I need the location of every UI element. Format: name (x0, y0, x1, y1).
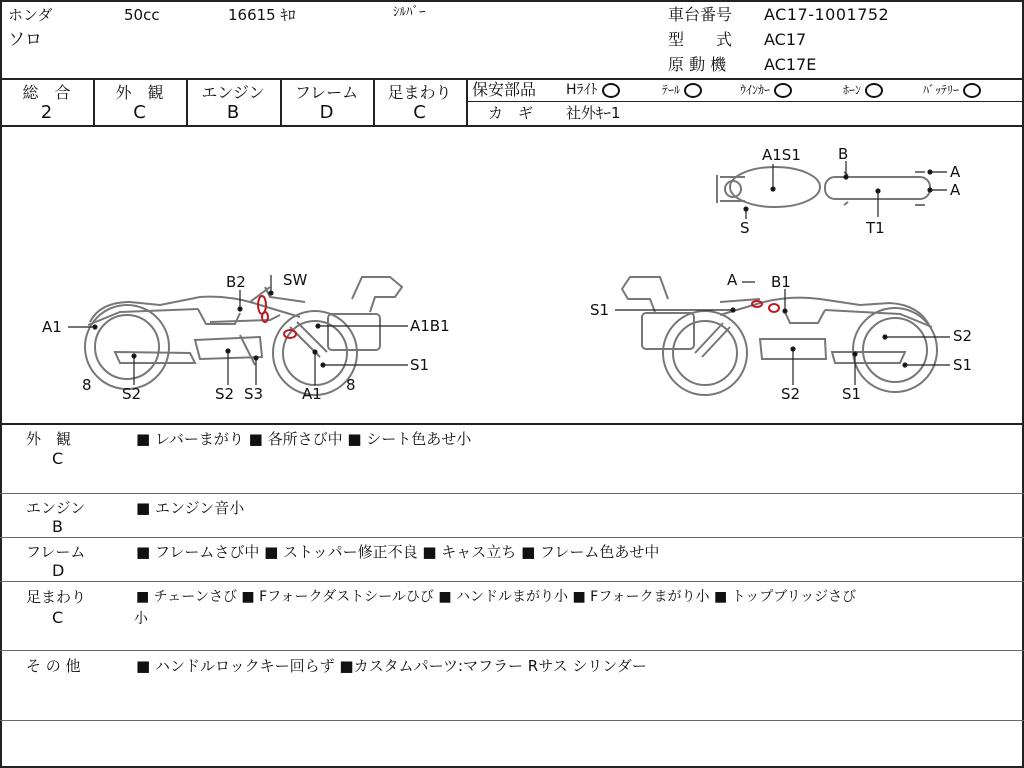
diagram-label: A1 (42, 318, 62, 336)
diagram-label: B1 (771, 273, 791, 291)
diagram-label: A1B1 (410, 317, 450, 335)
diagram-label: S1 (410, 356, 430, 374)
ok-circle-icon (602, 83, 620, 98)
safety-divider (466, 101, 1024, 102)
model-name: ソロ (8, 30, 42, 50)
section-suspension-text-cont: 小 (134, 611, 148, 627)
section-line (0, 650, 1024, 651)
section-other-text: ■ ハンドルロックキー回らず ■カスタムパーツ:マフラー Rサス シリンダー (136, 657, 647, 675)
grade-total-label: 総 合 (22, 83, 71, 102)
diagram-label: S1 (842, 385, 862, 403)
top-view-bike-drawing (717, 167, 930, 207)
diagram-label: SW (283, 271, 308, 289)
diagram-label: A1S1 (762, 146, 801, 164)
diagram-label: S2 (953, 327, 973, 345)
safety-winker: ｳｲﾝｶｰ (740, 81, 792, 99)
displacement: 50cc (124, 6, 160, 24)
section-suspension-text: ■ チェーンさび ■ Fフォークダストシールひび ■ ハンドルまがり小 ■ Fフォークまがり小 ■ トップブリッジさび (136, 589, 857, 605)
key-value: 社外ｷｰ1 (566, 104, 621, 122)
section-exterior-title: 外 観 (26, 430, 72, 448)
motorcycle-diagram (0, 127, 1024, 424)
diagram-label: S1 (590, 301, 610, 319)
diagram-label: 8 (346, 376, 356, 394)
key-label: カ ギ (488, 104, 534, 122)
grade-exterior-label: 外 観 (115, 83, 164, 102)
grade-frame-value: D (319, 102, 334, 123)
maker: ホンダ (8, 6, 53, 24)
grade-engine-value: B (226, 102, 240, 123)
grade-total-value: 2 (40, 102, 53, 123)
safety-headlight: Hﾗｲﾄ (566, 81, 620, 99)
type-value: AC17 (764, 30, 807, 49)
section-line (0, 581, 1024, 582)
diagram-label: S (740, 219, 750, 237)
section-suspension-title: 足まわり (26, 588, 87, 606)
diagram-label: B (838, 145, 849, 163)
diagram-label: A (950, 181, 961, 199)
ok-circle-icon (774, 83, 792, 98)
section-line (0, 720, 1024, 721)
grade-frame-label: フレーム (294, 83, 359, 102)
frame-no: AC17-1001752 (764, 5, 890, 24)
diagram-label: S2 (122, 385, 142, 403)
grade-divider (466, 78, 468, 126)
section-engine-grade: B (52, 517, 63, 536)
section-line (0, 537, 1024, 538)
safety-tail: ﾃｰﾙ (662, 81, 702, 99)
safety-label: 保安部品 (472, 80, 537, 99)
diagram-label: B2 (226, 273, 246, 291)
section-suspension-grade: C (52, 608, 64, 627)
ok-circle-icon (684, 83, 702, 98)
type-label: 型 式 (668, 30, 733, 49)
section-frame-grade: D (52, 561, 65, 580)
grade-suspension-value: C (413, 102, 426, 123)
color: ｼﾙﾊﾞｰ (393, 5, 426, 20)
ok-circle-icon (963, 83, 981, 98)
frame-no-label: 車台番号 (668, 5, 733, 24)
section-exterior-grade: C (52, 449, 64, 468)
mileage: 16615 ｷﾛ (228, 6, 296, 24)
grade-engine-label: エンジン (201, 83, 265, 102)
safety-battery: ﾊﾞｯﾃﾘｰ (923, 81, 981, 99)
section-engine-text: ■ エンジン音小 (136, 499, 245, 517)
diagram-label: S2 (215, 385, 235, 403)
section-frame-title: フレーム (26, 543, 86, 561)
ok-circle-icon (865, 83, 883, 98)
section-other-title: そ の 他 (26, 657, 81, 675)
grade-exterior-value: C (133, 102, 146, 123)
diagram-label: A (727, 271, 738, 289)
engine-label: 原 動 機 (668, 55, 727, 74)
diagram-label: 8 (82, 376, 92, 394)
diagram-label: S3 (244, 385, 264, 403)
grade-suspension-label: 足まわり (387, 83, 452, 102)
diagram-label: S2 (781, 385, 801, 403)
section-exterior-text: ■ レバーまがり ■ 各所さび中 ■ シート色あせ小 (136, 430, 472, 448)
diagram-label: T1 (866, 219, 885, 237)
section-frame-text: ■ フレームさび中 ■ ストッパー修正不良 ■ キャス立ち ■ フレーム色あせ中 (136, 543, 660, 561)
section-line (0, 423, 1024, 425)
section-line (0, 493, 1024, 494)
diagram-label: A (950, 163, 961, 181)
safety-horn: ﾎｰﾝ (843, 81, 883, 99)
diagram-label: A1 (302, 385, 322, 403)
engine-value: AC17E (764, 55, 817, 74)
section-engine-title: エンジン (26, 499, 86, 517)
diagram-label: S1 (953, 356, 973, 374)
right-side-bike-drawing (622, 277, 937, 395)
